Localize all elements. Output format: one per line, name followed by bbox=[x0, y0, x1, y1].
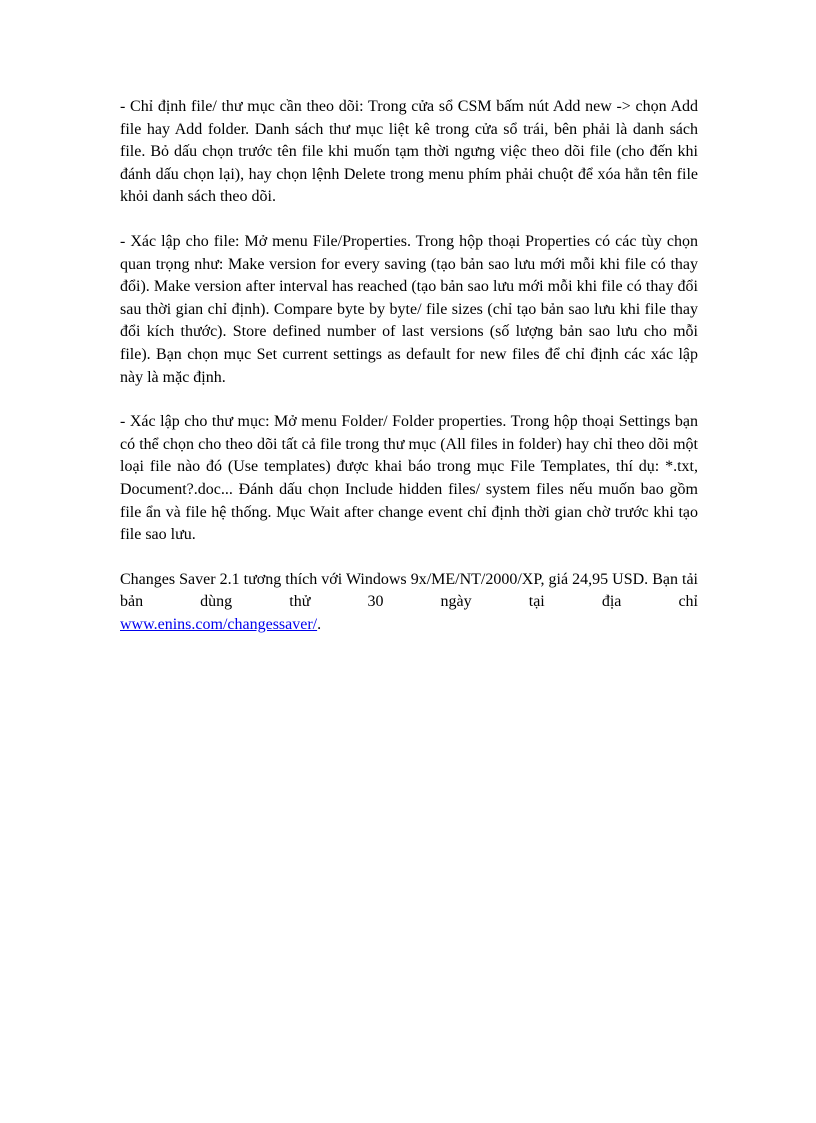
document-page bbox=[120, 96, 698, 636]
paragraph-select-files: - Chỉ định file/ thư mục cần theo dõi: Trong cửa sổ CSM bấm nút Add new -> chọn Add file hay Add folder. Danh sách thư mục liệt kê trong cửa sổ trái, bên phải là danh sách file. Bỏ dấu chọn trước tên file khi muốn tạm thời ngưng việc theo dõi file (cho đến khi đánh dấu chọn lại), hay chọn lệnh Delete trong menu phím phải chuột để xóa hẳn tên file khỏi danh sách theo dõi. bbox=[120, 98, 698, 206]
closing-punctuation: . bbox=[317, 615, 322, 633]
paragraph-folder-settings: - Xác lập cho thư mục: Mở menu Folder/ Folder properties. Trong hộp thoại Settings bạn có thể chọn cho theo dõi tất cả file trong thư mục (All files in folder) hay chỉ theo dõi một loại file nào đó (Use templates) được khai báo trong mục File Templates, thí dụ: *.txt, Document?.doc... Đánh dấu chọn Include hidden files/ system files nếu muốn bao gồm file ẩn và file hệ thống. Mục Wait after change event chỉ định thời gian chờ trước khi tạo file sao lưu. bbox=[120, 413, 698, 544]
paragraph-closing bbox=[120, 569, 698, 637]
closing-link-line bbox=[120, 614, 698, 637]
closing-text: Changes Saver 2.1 tương thích với Windows 9x/ME/NT/2000/XP, giá 24,95 USD. Bạn tải bản dùng thử 30 ngày tại địa chỉ bbox=[120, 570, 698, 611]
download-link[interactable]: www.enins.com/changessaver/ bbox=[120, 615, 318, 633]
paragraph-file-settings: - Xác lập cho file: Mở menu File/Properties. Trong hộp thoại Properties có các tùy chọn quan trọng như: Make version for every saving (tạo bản sao lưu mới mỗi khi file có thay đổi). Make version after interval has reached (tạo bản sao lưu mới mỗi khi file có thay đổi sau thời gian chỉ định). Compare byte by byte/ file sizes (chỉ tạo bản sao lưu khi file thay đổi kích thước). Store defined number of last versions (số lượng bản sao lưu cho mỗi file). Bạn chọn mục Set current settings as default for new files để chỉ định các xác lập này là mặc định. bbox=[120, 232, 698, 386]
